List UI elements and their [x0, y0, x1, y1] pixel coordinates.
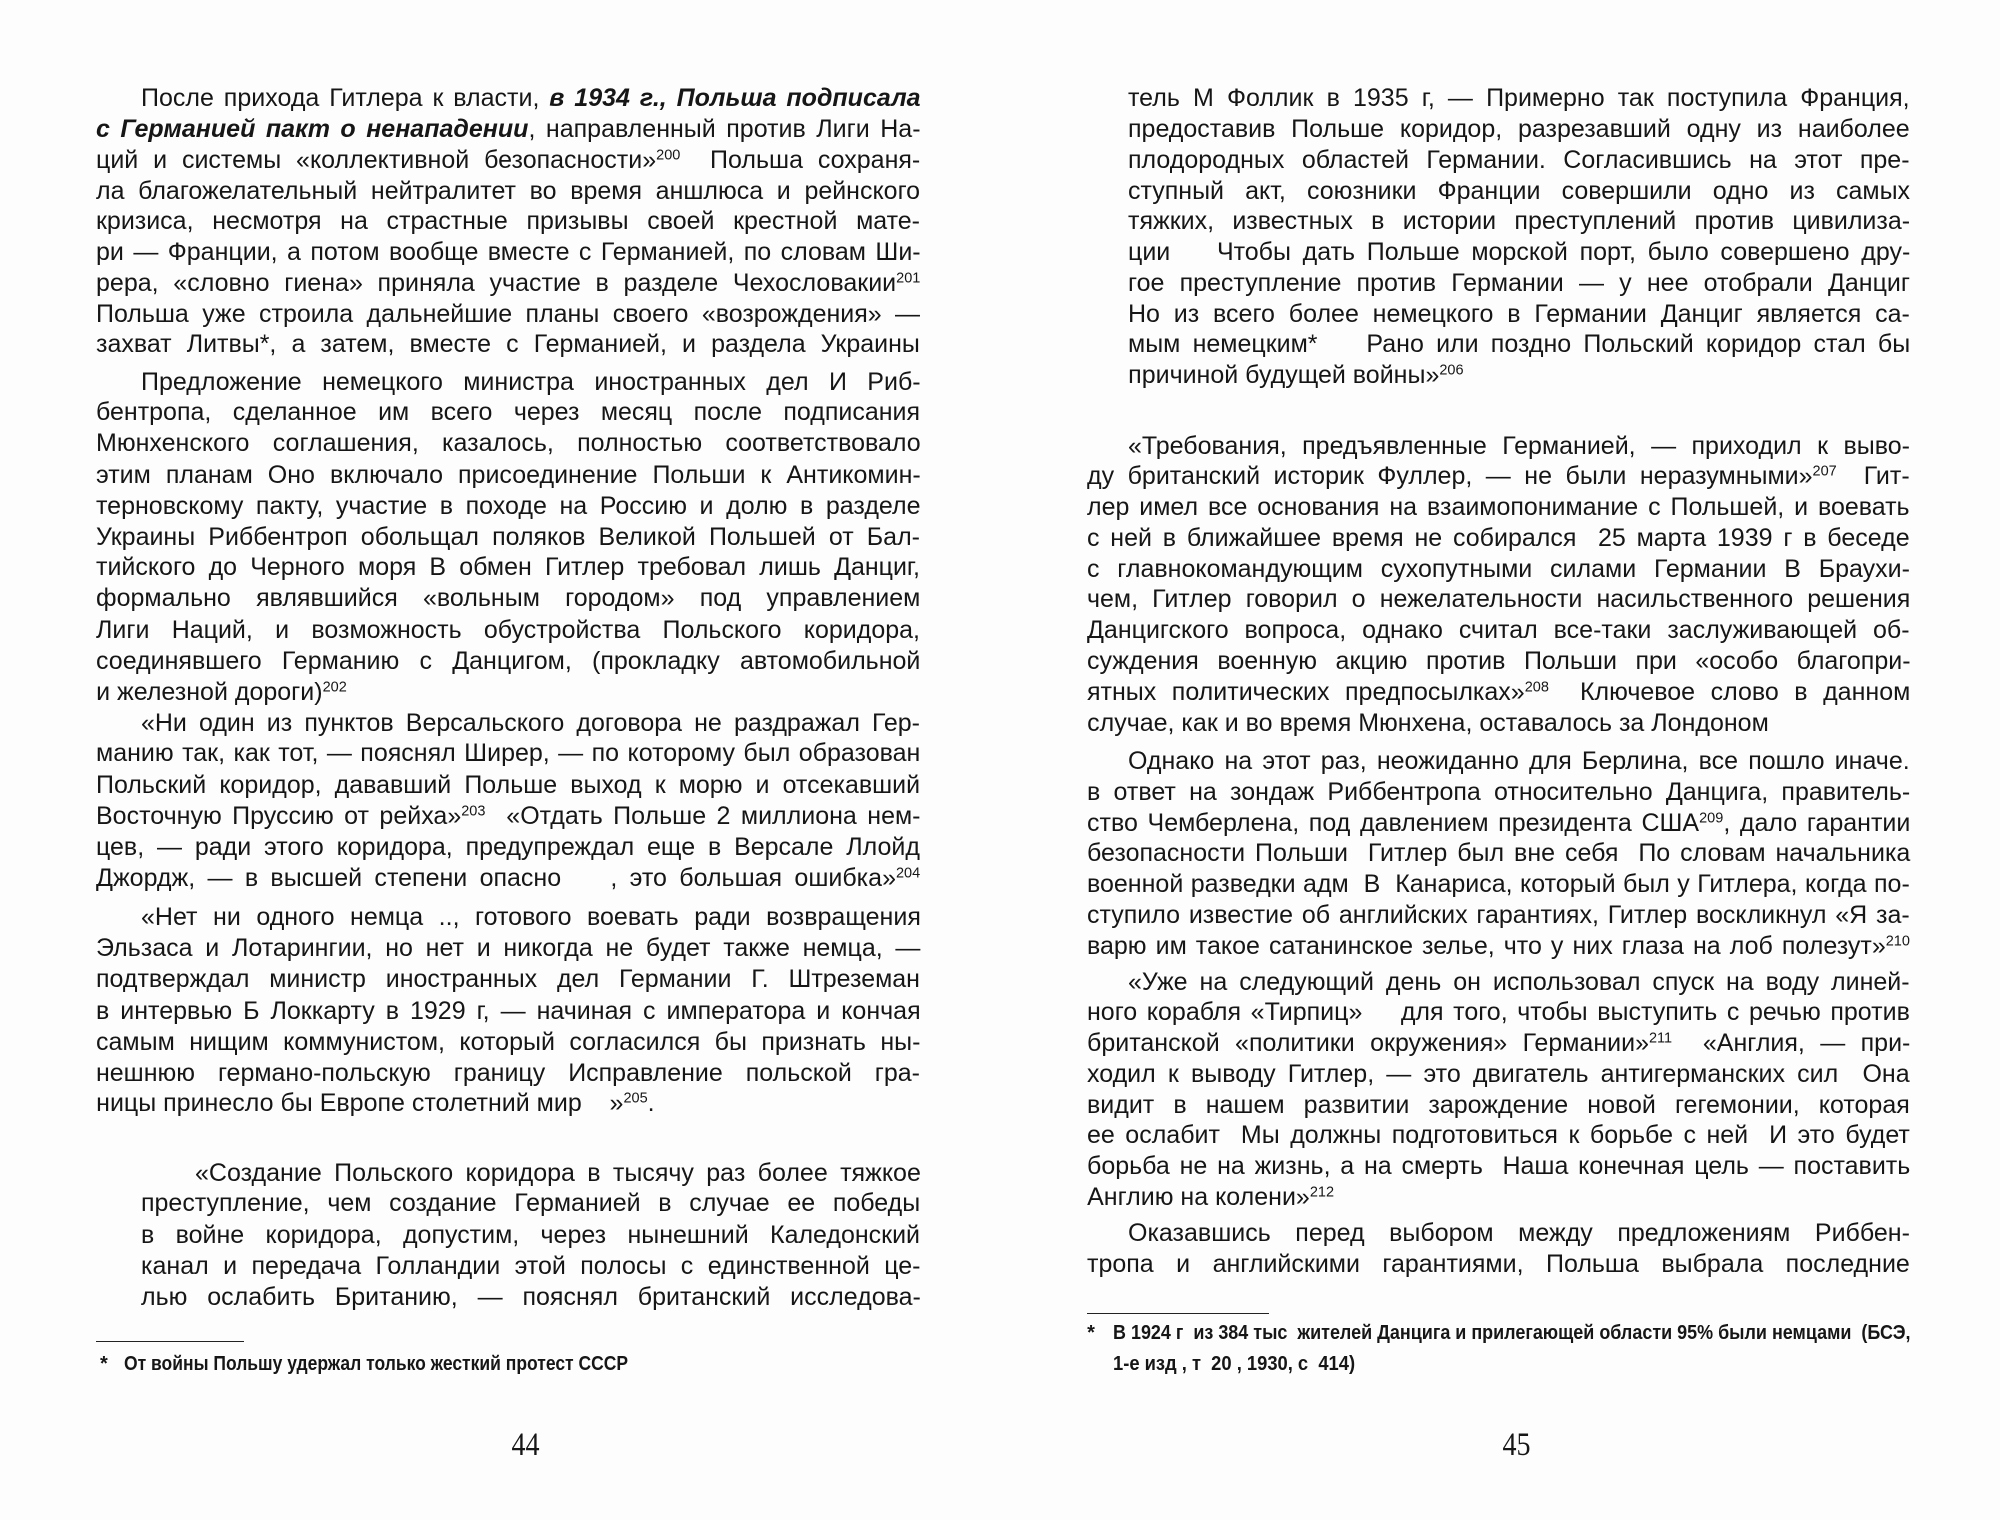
text-line: [1128, 176, 1910, 207]
text-line: [96, 863, 920, 894]
text-segment: Польша уже строила дальнейшие планы своего «возрождения» —: [96, 299, 921, 328]
text-segment: ри — Франции, а потом вообще вместе с Германией, по словам Ши-: [96, 238, 921, 267]
text-line: [96, 996, 920, 1027]
text-line: [1087, 777, 1910, 808]
text-segment: предоставив Польше коридор, разрезавший одну из наиболее: [1128, 114, 1910, 143]
text-line: [1087, 1249, 1910, 1280]
text-line: [1087, 677, 1910, 708]
text-segment: с главнокомандующим сухопутными силами Германии В Браухи-: [1087, 554, 1911, 583]
text-segment: преступление, чем создание Германией в случае ее победы: [141, 1189, 921, 1218]
text-segment: рера, «словно гиена» приняла участие в разделе Чехословакии: [96, 268, 897, 297]
text-line: [96, 964, 921, 995]
text-line: [1087, 492, 1911, 523]
text-segment: Оказавшись перед выбором между предложениям Риббен-: [1128, 1218, 1911, 1247]
footnote-reference: 208: [1524, 679, 1550, 696]
text-line: [96, 397, 921, 428]
text-line: [1128, 114, 1910, 145]
text-line: [96, 114, 920, 145]
text-line: [96, 770, 921, 801]
text-segment: ятных политических предпосылках»: [1087, 677, 1525, 706]
footnote-reference: 209: [1699, 809, 1724, 826]
footnote-marker: *: [1087, 1322, 1095, 1345]
text-segment: Мюнхенского соглашения, казалось, полностью соответствовало: [96, 429, 921, 458]
text-segment: самым нищим коммунистом, который согласился бы признать ны-: [96, 1027, 921, 1056]
footnote-reference: 201: [896, 270, 921, 287]
text-segment: После прихода Гитлера к власти,: [141, 84, 550, 113]
text-segment: лью ослабить Британию, — пояснял британский исследова-: [141, 1282, 921, 1311]
text-segment: «Требования, предъявленные Германией, — приходил к выво-: [1128, 431, 1911, 460]
text-segment: «Нет ни одного немца .., готового воевать ради возвращения: [141, 903, 921, 932]
text-line: [1087, 523, 1910, 554]
text-segment: случае, как и во время Мюнхена, оставалось за Лондоном: [1087, 708, 1769, 737]
footnote-reference: 204: [896, 864, 921, 881]
text-line: [1128, 268, 1910, 299]
text-line: [1128, 206, 1910, 237]
text-segment: ее ослабит Мы должны подготовиться к борьбе с ней И это будет: [1087, 1121, 1911, 1150]
text-segment: тийского до Черного моря В обмен Гитлер требовал лишь Данциг,: [96, 553, 921, 582]
text-segment: Польский коридор, дававший Польше выход к морю и отсекавший: [96, 771, 921, 800]
text-segment: в интервью Б Локкарту в 1929 г, — начиная с императора и кончая: [96, 996, 921, 1025]
text-segment: лер имел все основания на взаимопонимание с Польшей, и воевать: [1087, 493, 1910, 522]
text-line: [96, 428, 920, 459]
page-number: 44: [511, 1426, 540, 1463]
text-line: [1087, 1120, 1910, 1151]
text-line: [141, 83, 920, 114]
text-line: [1087, 869, 1910, 900]
text-line: [1087, 808, 1910, 839]
text-line: [96, 237, 920, 268]
text-line: [96, 933, 920, 964]
text-segment: .: [647, 1089, 655, 1118]
text-segment: ступный акт, союзники Франции совершили одно из самых: [1128, 176, 1911, 205]
text-segment: цев, — ради этого коридора, предупреждал еще в Версале Ллойд: [96, 832, 921, 861]
text-line: [141, 708, 921, 739]
text-line: [96, 145, 920, 176]
footnote-text: [1113, 1318, 2000, 1348]
text-segment: плодородных областей Германии. Согласившись на этот пре-: [1128, 145, 1910, 174]
text-segment: Данцигского вопроса, однако считал все-таки заслуживающей об-: [1087, 616, 1910, 645]
text-segment: в войне коридора, допустим, через нынешний Каледонский: [141, 1221, 921, 1250]
text-line: [96, 615, 921, 646]
text-segment: ции Чтобы дать Польше морской порт, было совершено дру-: [1128, 238, 1911, 267]
footnote-reference: 206: [1439, 362, 1464, 379]
text-line: [96, 1027, 920, 1058]
text-segment: манию так, как тот, — пояснял Ширер, — по которому был образован: [96, 739, 921, 768]
text-line: [1087, 1059, 1910, 1090]
text-line: [96, 646, 920, 677]
text-segment: Украины Риббентроп обольщал поляков Великой Польшей от Бал-: [96, 522, 921, 551]
text-line: [1087, 931, 1910, 962]
text-segment: Лиги Наций, и возможность обустройства Польского коридора,: [96, 616, 921, 645]
text-segment: кризиса, несмотря на страстные призывы своей крестной мате-: [96, 207, 921, 236]
text-line: [141, 1282, 920, 1313]
text-line: [1128, 237, 1910, 268]
text-line: [96, 491, 920, 522]
text-segment: «Англия, — при-: [1672, 1029, 1911, 1058]
text-segment: «Уже на следующий день он использовал спуск на воду линей-: [1128, 967, 1910, 996]
text-line: [96, 1058, 921, 1089]
text-line: [141, 1220, 921, 1251]
text-line: [1087, 1151, 1910, 1182]
footnote-line: 1-е изд , т 20 , 1930, с 414): [1112, 1353, 1355, 1376]
emphasis-text: с Германией пакт о ненападении: [96, 114, 529, 143]
text-segment: британской «политики окружения» Германии»: [1087, 1029, 1650, 1058]
text-segment: Предложение немецкого министра иностранных дел И Риб-: [141, 367, 921, 396]
text-line: [1128, 967, 1910, 998]
text-segment: военной разведки адм В Канариса, который был у Гитлера, когда по-: [1087, 870, 1910, 899]
text-line: [1087, 461, 1910, 492]
text-line: [1128, 360, 1463, 391]
text-segment: и железной дороги): [96, 677, 323, 706]
footnote-reference: 212: [1309, 1184, 1335, 1201]
text-line: [1128, 431, 1910, 462]
text-segment: суждения военную акцию против Польши при «особо благопри-: [1087, 647, 1911, 675]
page-number: 45: [1502, 1426, 1531, 1463]
text-segment: канал и передача Голландии этой полосы с единственной це-: [141, 1252, 921, 1281]
footnote-marker: *: [99, 1353, 108, 1376]
text-line: [1087, 554, 1910, 585]
text-segment: терновскому пакту, участие в походе на Россию и долю в разделе: [96, 491, 921, 520]
text-line: [1087, 584, 1910, 615]
text-line: [96, 583, 920, 614]
text-segment: Восточную Пруссию от рейха»: [96, 802, 462, 831]
text-line: [1087, 838, 1910, 869]
text-segment: Джордж, — в высшей степени опасно , это большая ошибка»: [96, 863, 897, 892]
text-segment: «Ни один из пунктов Версальского договора не раздражал Гер-: [141, 708, 921, 737]
text-segment: , направленный против Лиги На-: [528, 114, 921, 143]
text-segment: захват Литвы*, а затем, вместе с Германией, и раздела Украины: [96, 330, 920, 359]
footnote-text: [1113, 1349, 1377, 1379]
text-segment: формально являвшийся «вольным городом» под управлением: [96, 584, 921, 613]
text-segment: ступило известие об английских гарантиях, Гитлер воскликнул «Я за-: [1087, 900, 1910, 929]
text-segment: мым немецким* Рано или поздно Польский коридор стал бы: [1128, 330, 1911, 359]
text-segment: ций и системы «коллективной безопасности»: [96, 145, 657, 174]
text-segment: , дало гарантии: [1723, 808, 1911, 837]
text-line: [96, 176, 921, 207]
text-segment: в ответ на зондаж Риббентропа относительно Данцига, правитель-: [1087, 777, 1911, 806]
text-segment: тель М Фоллик в 1935 г, — Примерно так поступила Франция,: [1128, 84, 1910, 113]
footnote-divider: [96, 1341, 243, 1343]
emphasis-text: в 1934 г., Польша подписала: [549, 84, 921, 113]
text-line: [96, 801, 920, 832]
text-line: [195, 1158, 920, 1189]
text-line: [1087, 997, 1910, 1028]
text-line: [96, 552, 921, 583]
text-segment: Но из всего более немецкого в Германии Данциг является са-: [1128, 299, 1910, 328]
text-line: [141, 367, 920, 398]
text-segment: гое преступление против Германии — у нее отобрали Данциг: [1128, 268, 1911, 297]
text-segment: бентропа, сделанное им всего через месяц после подписания: [96, 398, 921, 427]
footnote-reference: 210: [1885, 932, 1911, 949]
text-line: [1087, 615, 1910, 646]
text-line: [96, 832, 921, 863]
text-line: [141, 1251, 920, 1282]
text-segment: ницы принесло бы Европе столетний мир »: [96, 1089, 624, 1118]
text-segment: Эльзаса и Лотарингии, но нет и никогда не будет также немца, —: [96, 934, 921, 963]
footnote-reference: 202: [322, 679, 347, 696]
text-segment: безопасности Польши Гитлер был вне себя По словам начальника: [1087, 839, 1911, 868]
text-segment: Однако на этот раз, неожиданно для Берлина, все пошло иначе.: [1128, 747, 1910, 775]
text-segment: Польша сохраня-: [680, 145, 921, 174]
text-line: [1087, 1028, 1910, 1059]
text-line: [96, 460, 920, 491]
text-line: [96, 677, 347, 708]
text-segment: ду британский историк Фуллер, — не были неразумными»: [1087, 462, 1813, 491]
footnote-reference: 200: [656, 147, 681, 164]
text-line: [1128, 83, 1910, 114]
page-right: [1000, 0, 2000, 1520]
text-segment: подтверждал министр иностранных дел Германии Г. Штреземан: [96, 964, 921, 993]
text-segment: «Отдать Польше 2 миллиона нем-: [485, 802, 921, 831]
text-segment: ла благожелательный нейтралитет во время аншлюса и рейнского: [96, 176, 921, 205]
text-line: [1087, 1182, 1334, 1213]
text-segment: тропа и английскими гарантиями, Польша выбрала последние: [1087, 1249, 1910, 1278]
text-line: [1087, 1090, 1910, 1121]
text-segment: ходил к выводу Гитлер, — это двигатель антигерманских сил Она: [1087, 1059, 1910, 1088]
text-segment: варю им такое сатанинское зелье, что у них глаза на лоб полезут»: [1087, 931, 1886, 960]
text-segment: причиной будущей войны»: [1128, 361, 1440, 390]
footnote-reference: 203: [461, 803, 486, 820]
text-line: [141, 1188, 921, 1219]
footnote-reference: 205: [623, 1090, 648, 1107]
text-line: [96, 206, 921, 237]
text-segment: борьба не на жизнь, а на смерть Наша конечная цель — поставить: [1087, 1152, 1911, 1181]
text-segment: ного корабля «Тирпиц» для того, чтобы выступить с речью против: [1087, 998, 1910, 1027]
text-segment: видит в нашем развитии зарождение новой гегемонии, которая: [1087, 1090, 1910, 1119]
text-line: [1087, 708, 1769, 739]
text-line: [1087, 900, 1910, 931]
text-line: [141, 902, 920, 933]
text-line: [1128, 329, 1910, 360]
footnote-reference: 207: [1812, 463, 1837, 480]
text-line: [96, 329, 921, 360]
footnote-text: [124, 1349, 700, 1379]
text-line: [96, 1088, 654, 1119]
text-segment: ство Чемберлена, под давлением президента США: [1087, 808, 1700, 837]
footnote-line: В 1924 г из 384 тыс жителей Данцига и прилегающей области 95% были немцами (БСЭ,: [1112, 1322, 1911, 1345]
text-segment: этим планам Оно включало присоединение Польши к Антикомин-: [96, 461, 921, 490]
text-line: [96, 738, 920, 769]
text-line: [96, 268, 920, 299]
text-segment: «Создание Польского коридора в тысячу раз более тяжкое: [194, 1158, 921, 1187]
text-segment: Гит-: [1836, 462, 1910, 491]
footnote-divider: [1087, 1313, 1269, 1315]
text-line: [1128, 145, 1910, 176]
text-segment: Ключевое слово в данном: [1549, 677, 1911, 706]
text-segment: соединявшего Германию с Данцигом, (прокладку автомобильной: [96, 647, 921, 675]
text-line: [96, 299, 921, 330]
text-line: [1128, 299, 1910, 330]
text-segment: нешнюю германо-польскую границу Исправление польской гра-: [96, 1058, 921, 1087]
text-line: [96, 522, 921, 553]
text-line: [1087, 646, 1910, 677]
text-segment: чем, Гитлер говорил о нежелательности насильственного решения: [1087, 585, 1911, 614]
text-segment: Англию на колени»: [1087, 1182, 1310, 1211]
text-line: [1128, 746, 1910, 777]
text-segment: тяжких, известных в истории преступлений против цивилиза-: [1128, 207, 1911, 236]
text-segment: с ней в ближайшее время не собирался 25 марта 1939 г в беседе: [1087, 523, 1910, 552]
text-line: [1128, 1218, 1910, 1249]
footnote-reference: 211: [1649, 1030, 1673, 1047]
footnote-line: От войны Польшу удержал только жесткий протест СССР: [124, 1353, 629, 1376]
